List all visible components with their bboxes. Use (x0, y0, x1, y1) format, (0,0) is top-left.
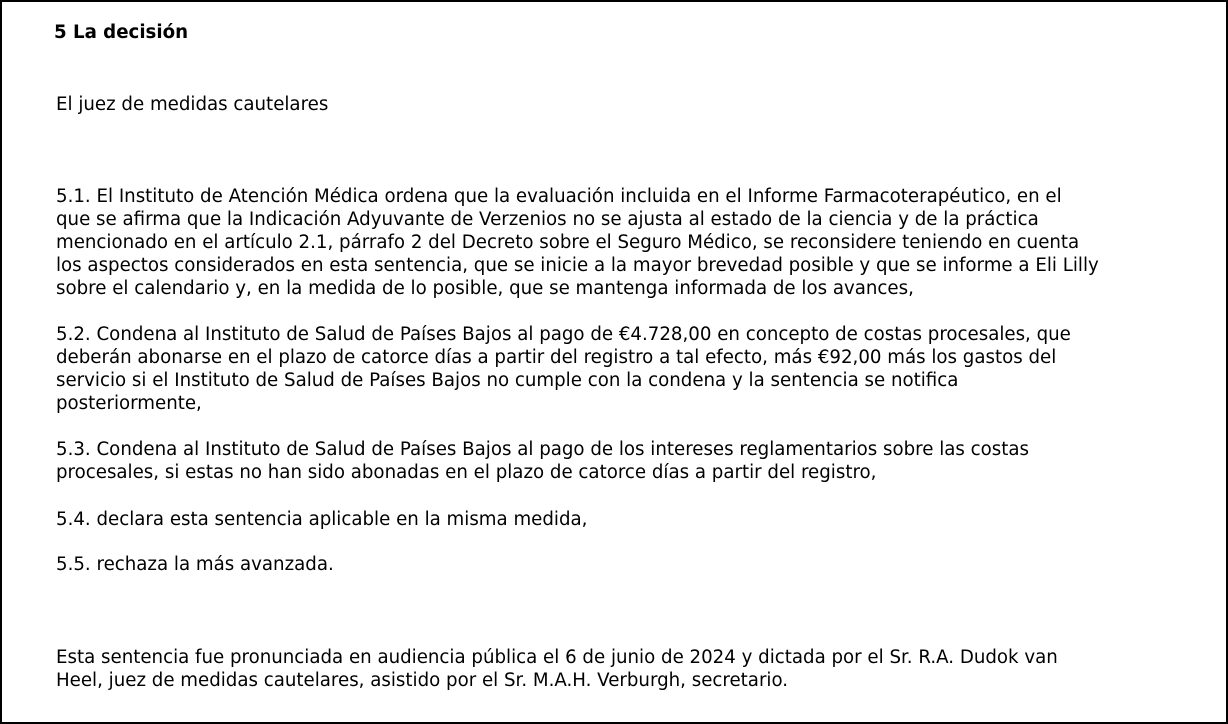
intro-line: El juez de medidas cautelares (56, 94, 329, 115)
section-heading: 5 La decisión (54, 22, 189, 43)
paragraph-5-5 (56, 553, 1166, 576)
paragraph-line: 5.3. Condena al Instituto de Salud de Países Bajos al pago de los intereses reglamentarios sobre las costas (56, 439, 1030, 460)
paragraph-line: que se afirma que la Indicación Adyuvante de Verzenios no se ajusta al estado de la ciencia y de la práctica (56, 209, 1039, 230)
closing-statement (56, 646, 1166, 692)
paragraph-5-3 (56, 438, 1166, 484)
paragraph-line: 5.5. rechaza la más avanzada. (56, 554, 334, 575)
paragraph-line: servicio si el Instituto de Salud de Países Bajos no cumple con la condena y la sentencia se notifica (56, 370, 959, 391)
paragraph-line: sobre el calendario y, en la medida de lo posible, que se mantenga informada de los avances, (56, 278, 914, 299)
paragraph-line: mencionado en el artículo 2.1, párrafo 2 del Decreto sobre el Seguro Médico, se reconsidere teniendo en cuenta (56, 232, 1080, 253)
paragraph-5-2 (56, 323, 1166, 415)
paragraph-line: los aspectos considerados en esta sentencia, que se inicie a la mayor brevedad posible y que se informe a Eli Lilly (56, 255, 1099, 276)
paragraph-line: posteriormente, (56, 393, 202, 414)
closing-line: Esta sentencia fue pronunciada en audiencia pública el 6 de junio de 2024 y dictada por el Sr. R.A. Dudok van (56, 647, 1058, 668)
paragraph-line: 5.2. Condena al Instituto de Salud de Países Bajos al pago de €4.728,00 en concepto de costas procesales, que (56, 324, 1071, 345)
paragraph-line: 5.1. El Instituto de Atención Médica ordena que la evaluación incluida en el Informe Farmacoterapéutico, en el (56, 186, 1062, 207)
paragraph-5-1 (56, 185, 1166, 300)
paragraph-line: deberán abonarse en el plazo de catorce días a partir del registro a tal efecto, más €92,00 más los gastos del (56, 347, 1057, 368)
paragraph-5-4 (56, 508, 1166, 531)
paragraph-line: procesales, si estas no han sido abonadas en el plazo de catorce días a partir del registro, (56, 462, 877, 483)
closing-line: Heel, juez de medidas cautelares, asistido por el Sr. M.A.H. Verburgh, secretario. (56, 670, 789, 691)
paragraph-line: 5.4. declara esta sentencia aplicable en la misma medida, (56, 509, 588, 530)
